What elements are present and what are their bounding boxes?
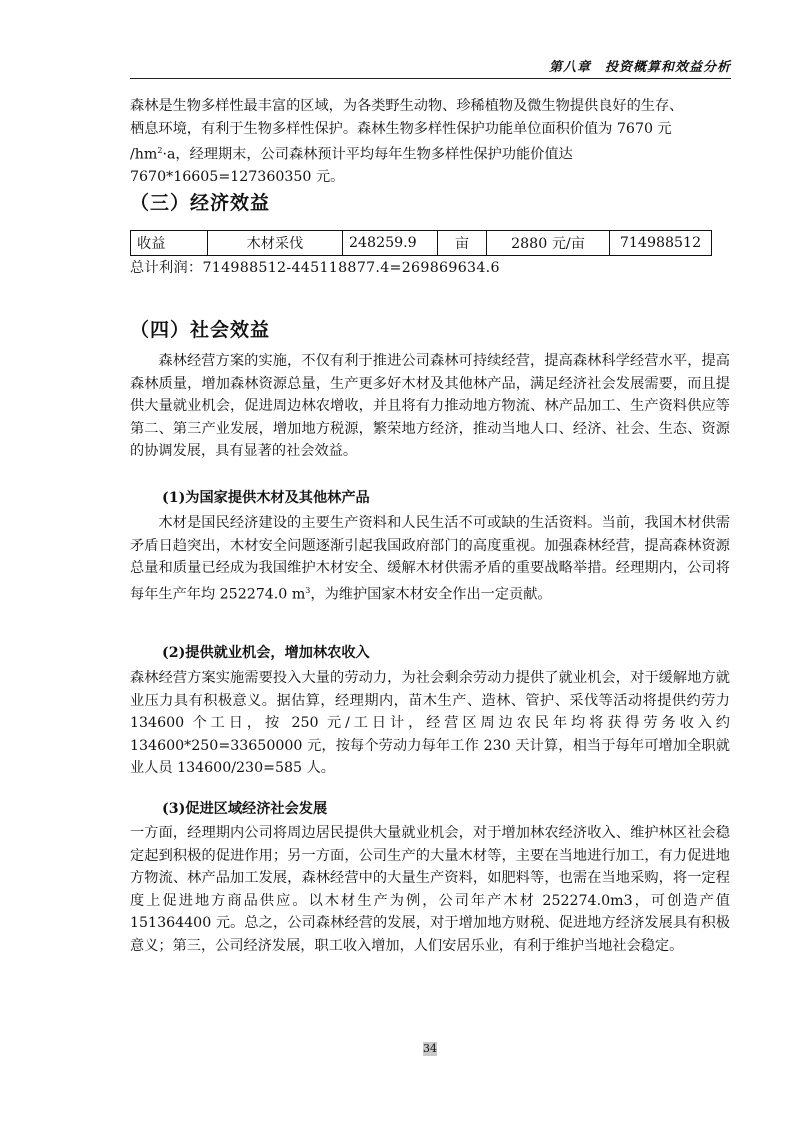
subheading-timber: (1)为国家提供木材及其他林产品 — [162, 490, 370, 506]
timber-paragraph — [130, 512, 730, 606]
table-cell: 2880 元/亩 — [487, 231, 610, 256]
biodiversity-paragraph — [130, 95, 730, 189]
unit-text: /hm — [130, 146, 158, 163]
text-line: 森林是生物多样性最丰富的区域，为各类野生动物、珍稀植物及微生物提供良好的生存、 — [130, 98, 684, 114]
economic-benefit-table — [130, 230, 712, 256]
table-cell: 木材采伐 — [208, 231, 343, 256]
unit-text: ·a，经理期末，公司森林预计平均每年生物多样性保护功能价值达 — [162, 146, 573, 163]
paragraph-text: 森林经营方案实施需要投入大量的劳动力，为社会剩余劳动力提供了就业机会，对于缓解地方就业压力具有积极意义。据估算，经理期内，苗木生产、造林、管护、采伐等活动将提供约劳力 134600 个工日，按 250 元/工日计，经营区周边农民年均将获得劳务收入约 134600*250=33650000 元，按每个劳动力每年工作 230 天计算，相当于每年可增加全职就业人员 134600/230=585 人。 — [130, 670, 730, 776]
page-number: 34 — [423, 1042, 437, 1055]
subheading-employment: (2)提供就业机会，增加林农收入 — [162, 645, 370, 661]
unit-text: ，为维护国家木材安全作出一定贡献。 — [310, 586, 552, 603]
employment-paragraph — [130, 667, 730, 780]
total-profit: 总计利润：714988512-445118877.4=269869634.6 — [130, 260, 500, 276]
table-row — [131, 231, 712, 256]
table-cell: 亩 — [438, 231, 487, 256]
table-cell: 248259.9 — [343, 231, 438, 256]
superscript: 2 — [157, 146, 163, 155]
text-line: 7670*16605=127360350 元。 — [130, 169, 345, 186]
unit-text: 木材是国民经济建设的主要生产资料和人民生活不可或缺的生活资料。当前，我国木材供需矛盾日趋突出，木材安全问题逐渐引起我国政府部门的高度重视。加强森林经营，提高森林资源总量和质量已经成为我国维护木材安全、缓解木材供需矛盾的重要战略举措。经理期内，公司将每年生产年均 252274.0 m — [130, 515, 730, 603]
paragraph-text: 一方面，经理期内公司将周边居民提供大量就业机会，对于增加林农经济收入、维护林区社会稳定起到积极的促进作用；另一方面，公司生产的大量木材等，主要在当地进行加工，有力促进地方物流、林产品加工发展，森林经营中的大量生产资料，如肥料等，也需在当地采购，将一定程度上促进地方商品供应。以木材生产为例，公司年产木材 252274.0m3，可创造产值 151364400 元。总之，公司森林经营的发展，对于增加地方财税、促进地方经济发展具有积极意义；第三，公司经济发展，职工收入增加，人们安居乐业，有利于维护当地社会稳定。 — [130, 825, 730, 954]
superscript: 3 — [305, 585, 311, 595]
paragraph-text — [130, 512, 730, 606]
text-line — [130, 140, 730, 166]
chapter-header: 第八章 投资概算和效益分析 — [130, 56, 731, 79]
subheading-regional: (3)促进区域经济社会发展 — [162, 801, 328, 817]
text-line — [130, 118, 730, 141]
section-heading-social: （四）社会效益 — [130, 319, 271, 341]
unit-text: 栖息环境，有利于生物多样性保护。森林生物多样性保护功能单位面积价值为 7670 元 — [130, 120, 672, 137]
paragraph-text: 森林经营方案的实施，不仅有利于推进公司森林可持续经营，提高森林科学经营水平，提高森林质量，增加森林资源总量，生产更多好木材及其他林产品，满足经济社会发展需要，而且提供大量就业机会，促进周边林农增收，并且将有力推动地方物流、林产品加工、生产资料供应等第二、第三产业发展，增加地方税源，繁荣地方经济，推动当地人口、经济、社会、生态、资源的协调发展，具有显著的社会效益。 — [130, 353, 730, 459]
regional-paragraph — [130, 822, 730, 957]
table-cell: 714988512 — [610, 231, 712, 256]
section-heading-economic: （三）经济效益 — [130, 192, 271, 214]
table-cell: 收益 — [131, 231, 208, 256]
social-intro-paragraph — [130, 350, 730, 463]
